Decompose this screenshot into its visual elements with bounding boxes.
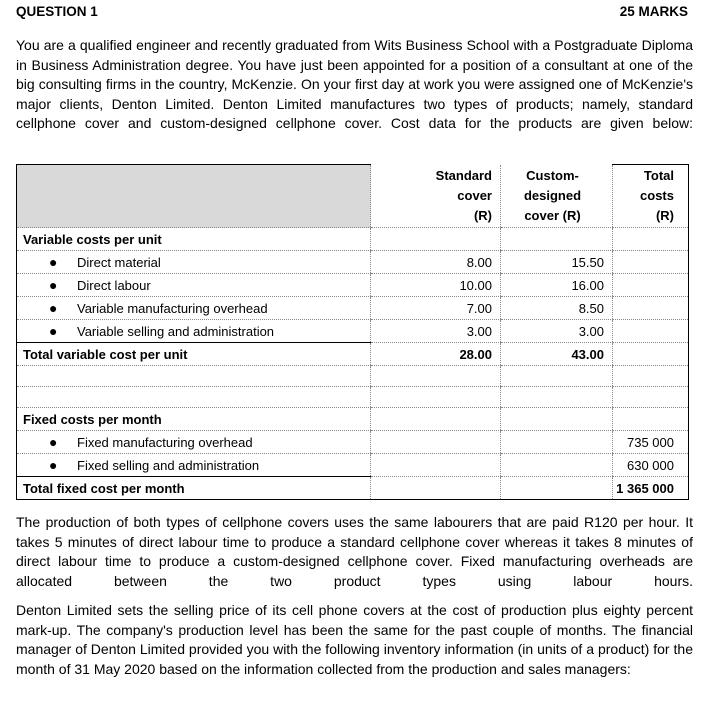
bullet-icon: ● (49, 323, 58, 339)
row-label: Variable manufacturing overhead (77, 301, 268, 316)
table-row (17, 297, 689, 320)
variable-costs-heading-row (17, 228, 689, 251)
row-label: Direct material (77, 255, 161, 270)
custom-value: 8.50 (501, 297, 613, 320)
question-marks: 25 MARKS (619, 4, 688, 19)
row-label: Direct labour (77, 278, 151, 293)
bullet-icon: ● (49, 300, 58, 316)
header-total-line3: (R) (655, 208, 674, 223)
question-number: QUESTION 1 (16, 4, 98, 19)
row-label: Variable selling and administration (77, 324, 275, 339)
standard-value: 3.00 (371, 320, 501, 343)
fixed-total-label: Total fixed cost per month (17, 477, 371, 500)
variable-total-custom: 43.00 (501, 343, 613, 366)
cost-data-table (16, 164, 689, 500)
pricing-paragraph: Denton Limited sets the selling price of its cell phone covers at the cost of production plus eighty percent mark-up. The company's production level has been the same for the past couple of months. The financial manager of Denton Limited provided you with the following inventory information (in units of a product) for the month of 31 May 2020 based on the information collected from the production and sales managers: (16, 602, 693, 677)
custom-value: 3.00 (501, 320, 613, 343)
table-row (17, 431, 689, 454)
header-total-line2: costs (640, 188, 674, 203)
standard-value: 7.00 (371, 297, 501, 320)
custom-value: 16.00 (501, 274, 613, 297)
spacer-row (17, 366, 689, 387)
header-custom-line3: cover (R) (524, 207, 581, 223)
table-header-row (17, 165, 689, 228)
header-label-cell (17, 165, 371, 228)
header-standard-line1: Standard (435, 167, 492, 183)
table-row (17, 274, 689, 297)
header-custom-line1: Custom- (526, 167, 579, 183)
table-row (17, 251, 689, 274)
question-header (16, 4, 688, 24)
table-row (17, 454, 689, 477)
bullet-icon: ● (49, 457, 58, 473)
header-standard-cover (371, 165, 501, 228)
fixed-costs-heading: Fixed costs per month (17, 408, 371, 431)
bullet-icon: ● (49, 254, 58, 270)
spacer-row (17, 387, 689, 408)
total-value: 630 000 (613, 454, 689, 477)
row-label: Fixed selling and administration (77, 458, 260, 473)
standard-value: 10.00 (371, 274, 501, 297)
header-total-line1: Total (643, 168, 674, 183)
total-value: 735 000 (613, 431, 689, 454)
header-standard-line2: cover (457, 187, 492, 203)
header-custom-line2: designed (523, 187, 582, 203)
intro-paragraph: You are a qualified engineer and recently graduated from Wits Business School with a Postgraduate Diploma in Business Administration degree. You have just been appointed for a position of a consultant at one of the big consulting firms in the country, McKenzie. On your first day at work you were assigned one of McKenzie's major clients, Denton Limited. Denton Limited manufactures two types of products; namely, standard cellphone cover and custom-designed cellphone cover. Cost data for the products are given below: (16, 37, 693, 132)
custom-value: 15.50 (501, 251, 613, 274)
header-total-costs (613, 165, 689, 228)
variable-total-standard: 28.00 (371, 343, 501, 366)
variable-total-label: Total variable cost per unit (17, 343, 371, 366)
fixed-total-value: 1 365 000 (613, 477, 689, 500)
row-label: Fixed manufacturing overhead (77, 435, 253, 450)
variable-total-row (17, 343, 689, 366)
variable-costs-heading: Variable costs per unit (17, 228, 371, 251)
fixed-total-row (17, 477, 689, 500)
standard-value: 8.00 (371, 251, 501, 274)
header-custom-cover (501, 165, 613, 228)
header-standard-line3: (R) (473, 207, 492, 223)
bullet-icon: ● (49, 277, 58, 293)
bullet-icon: ● (49, 434, 58, 450)
table-row (17, 320, 689, 343)
labour-paragraph: The production of both types of cellphone covers uses the same labourers that are paid R120 per hour. It takes 5 minutes of direct labour time to produce a standard cellphone cover whereas it takes 8 minutes of direct labour time to produce a custom-designed cellphone cover. Fixed manufacturing overheads are allocated between the two product types using labour hours. (16, 514, 693, 589)
fixed-costs-heading-row (17, 408, 689, 431)
